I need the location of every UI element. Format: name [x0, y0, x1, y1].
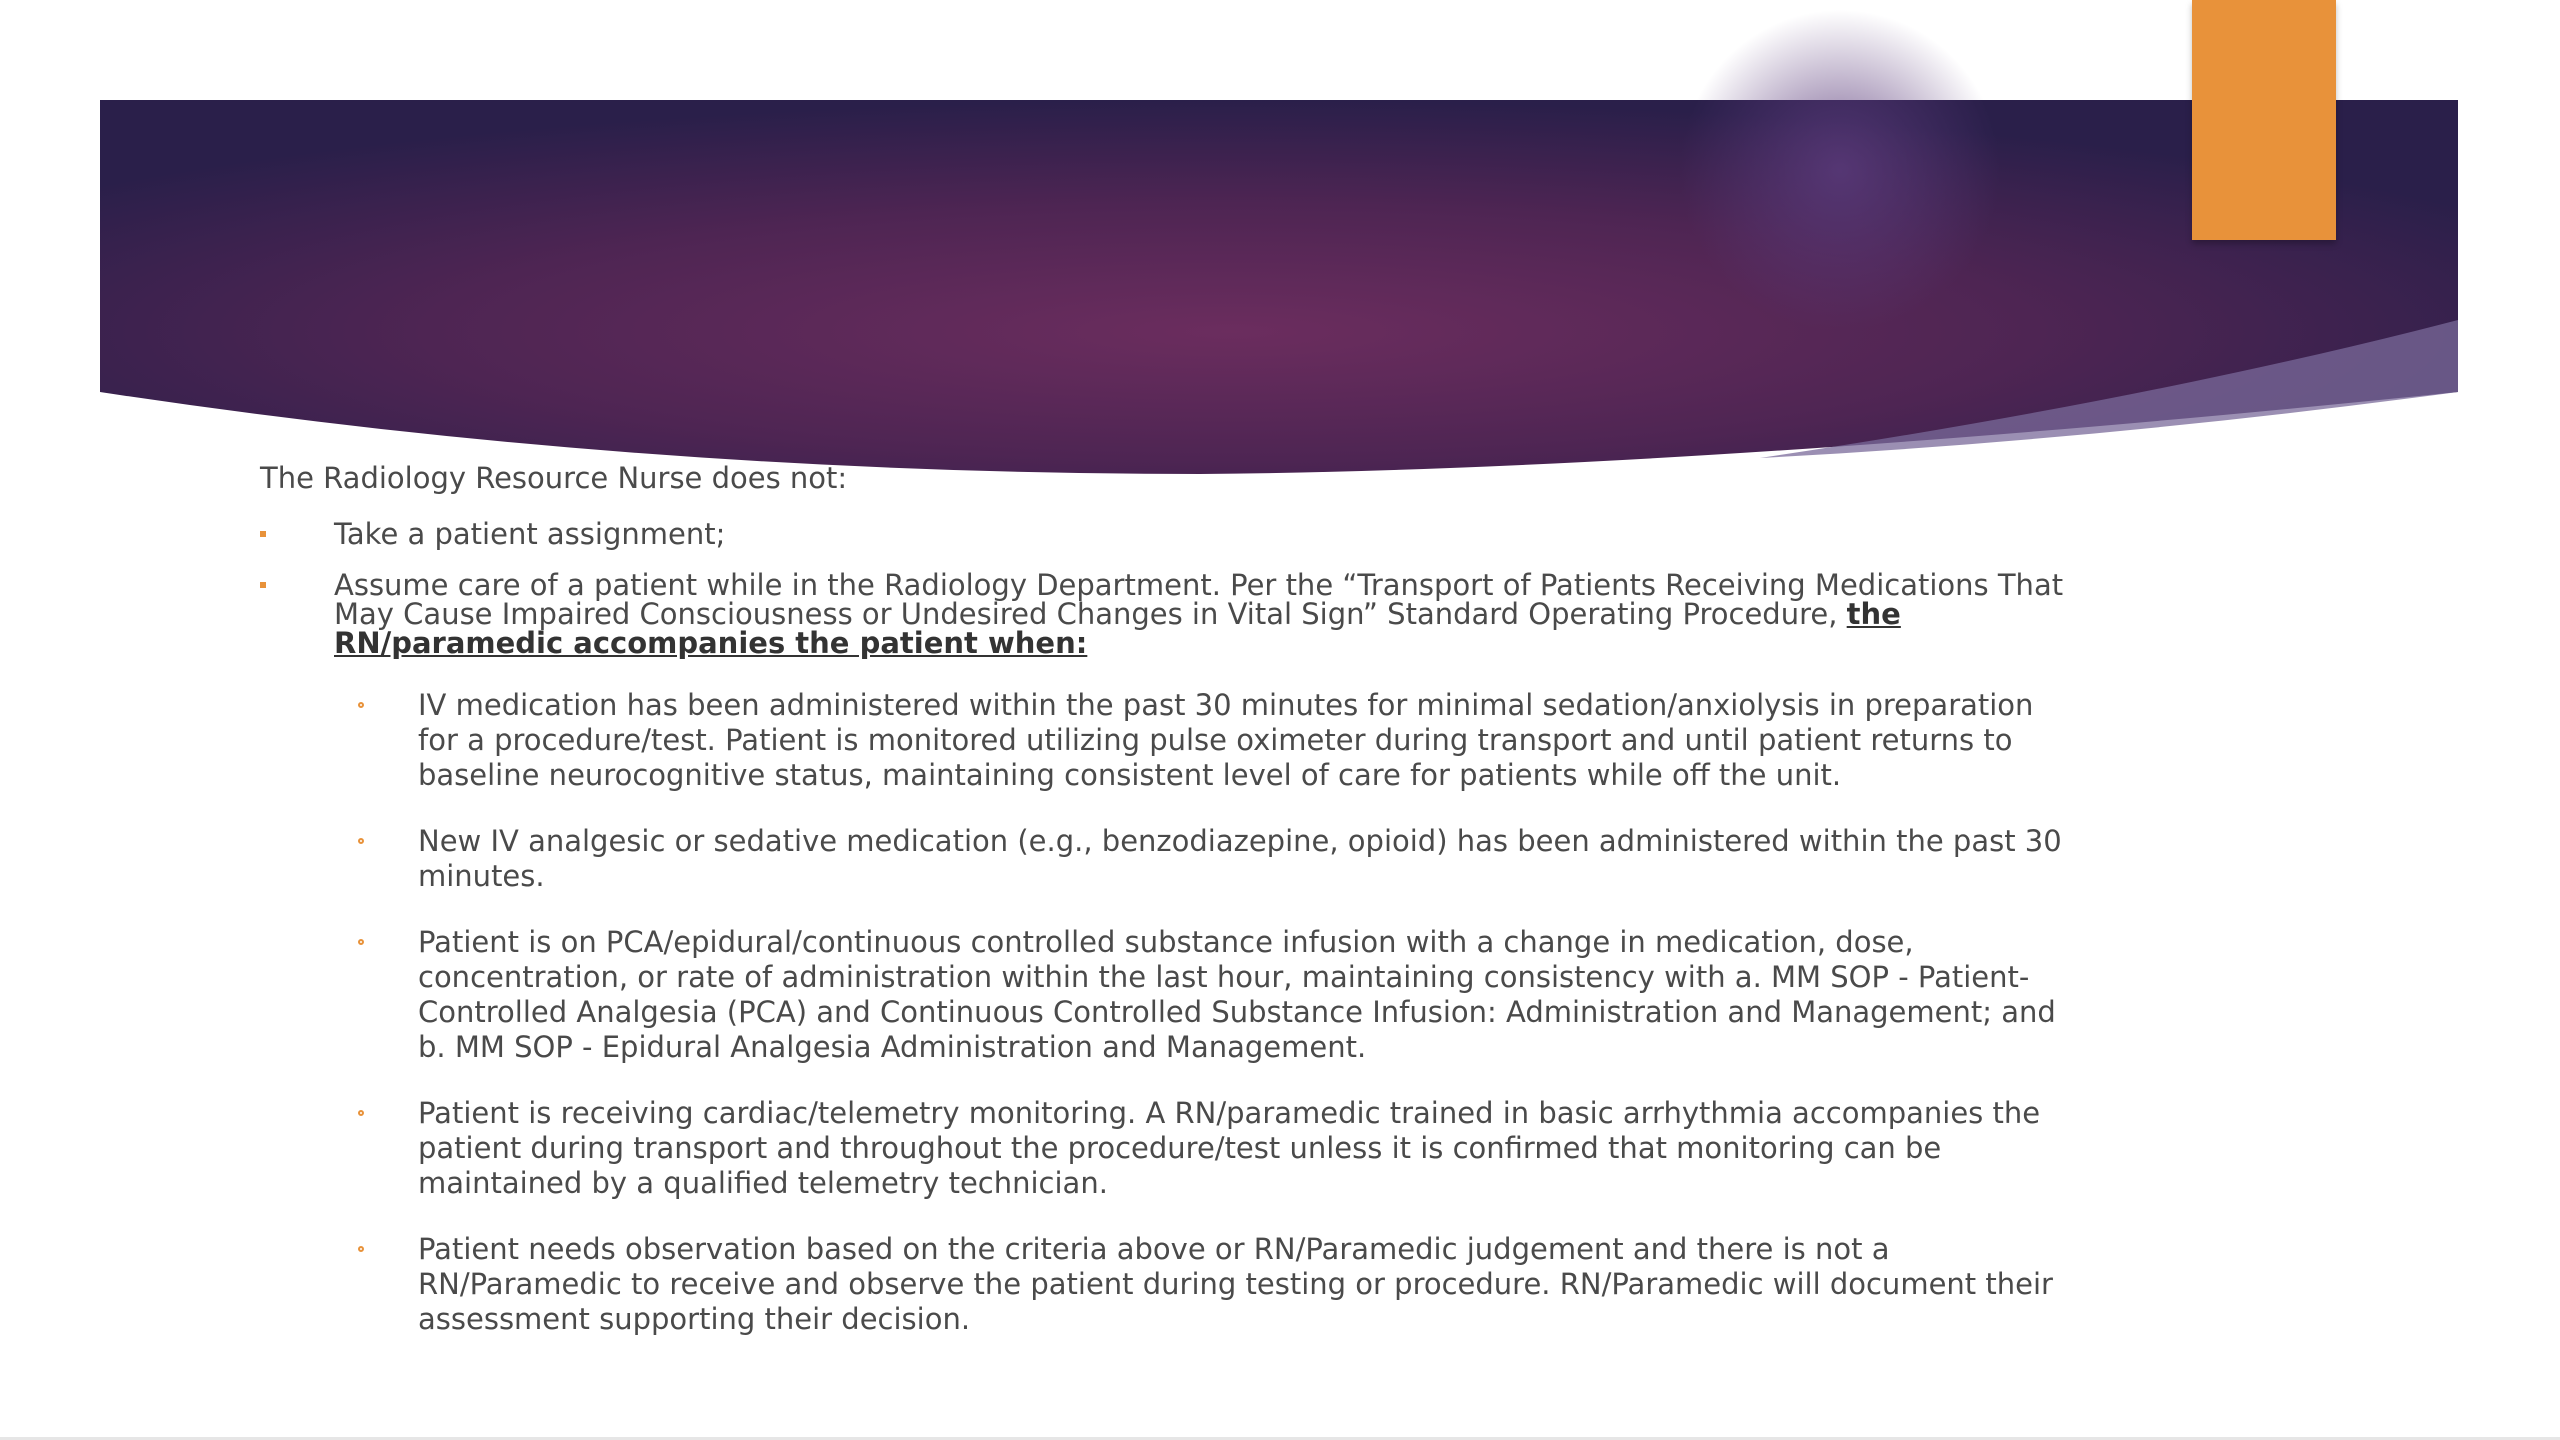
orange-square-bullet-icon [260, 531, 266, 537]
header-banner [0, 0, 2560, 480]
orange-ring-bullet-icon [358, 939, 364, 945]
bullet-emphasis: the RN/paramedic accompanies the patient when: [334, 597, 1901, 660]
subitem-text: Patient needs observation based on the criteria above or RN/Paramedic judgement and there is not a RN/Paramedic to receive and observe the patient during testing or procedure. RN/Paramedic will document their assessment supporting their decision. [418, 1232, 2053, 1336]
list-item [260, 824, 2080, 894]
bullet-item [260, 568, 2080, 660]
orange-square-bullet-icon [260, 582, 266, 588]
subitem-text: IV medication has been administered within the past 30 minutes for minimal sedation/anxiolysis in preparation for a procedure/test. Patient is monitored utilizing pulse oximeter during transport and until patient returns to baseline neurocognitive status, maintaining consistent level of care for patients while off the unit. [418, 688, 2034, 792]
subitem-list [260, 688, 2080, 1337]
bullet-text [334, 568, 2080, 660]
orange-ring-bullet-icon [358, 702, 364, 708]
subitem-text: New IV analgesic or sedative medication (e.g., benzodiazepine, opioid) has been administered within the past 30 minutes. [418, 824, 2062, 893]
banner-glow [1680, 10, 2000, 330]
slide-content [260, 458, 2080, 1368]
subitem-text: Patient is receiving cardiac/telemetry monitoring. A RN/paramedic trained in basic arrhythmia accompanies the patient during transport and throughout the procedure/test unless it is confirmed that monitoring can be maintained by a qualified telemetry technician. [418, 1096, 2041, 1200]
list-item [260, 1096, 2080, 1201]
orange-ring-bullet-icon [358, 1110, 364, 1116]
orange-ring-bullet-icon [358, 1246, 364, 1252]
orange-ring-bullet-icon [358, 838, 364, 844]
intro-text: The Radiology Resource Nurse does not: [260, 461, 848, 495]
bullet-text: Take a patient assignment; [334, 517, 726, 551]
list-item [260, 688, 2080, 793]
bullet-item [260, 517, 2080, 551]
list-item [260, 1232, 2080, 1337]
list-item [260, 925, 2080, 1065]
subitem-text: Patient is on PCA/epidural/continuous controlled substance infusion with a change in medication, dose, concentration, or rate of administration within the last hour, maintaining consistency with a. MM SOP - Patient-Controlled Analgesia (PCA) and Continuous Controlled Substance Infusion: Administration and Management; and b. MM SOP - Epidural Analgesia Administration and Management. [418, 925, 2056, 1064]
bullet-body: Assume care of a patient while in the Radiology Department. Per the “Transport of Patients Receiving Medications That May Cause Impaired Consciousness or Undesired Changes in Vital Sign” Standard Operating Procedure, [334, 568, 2064, 631]
accent-tab [2192, 0, 2336, 240]
